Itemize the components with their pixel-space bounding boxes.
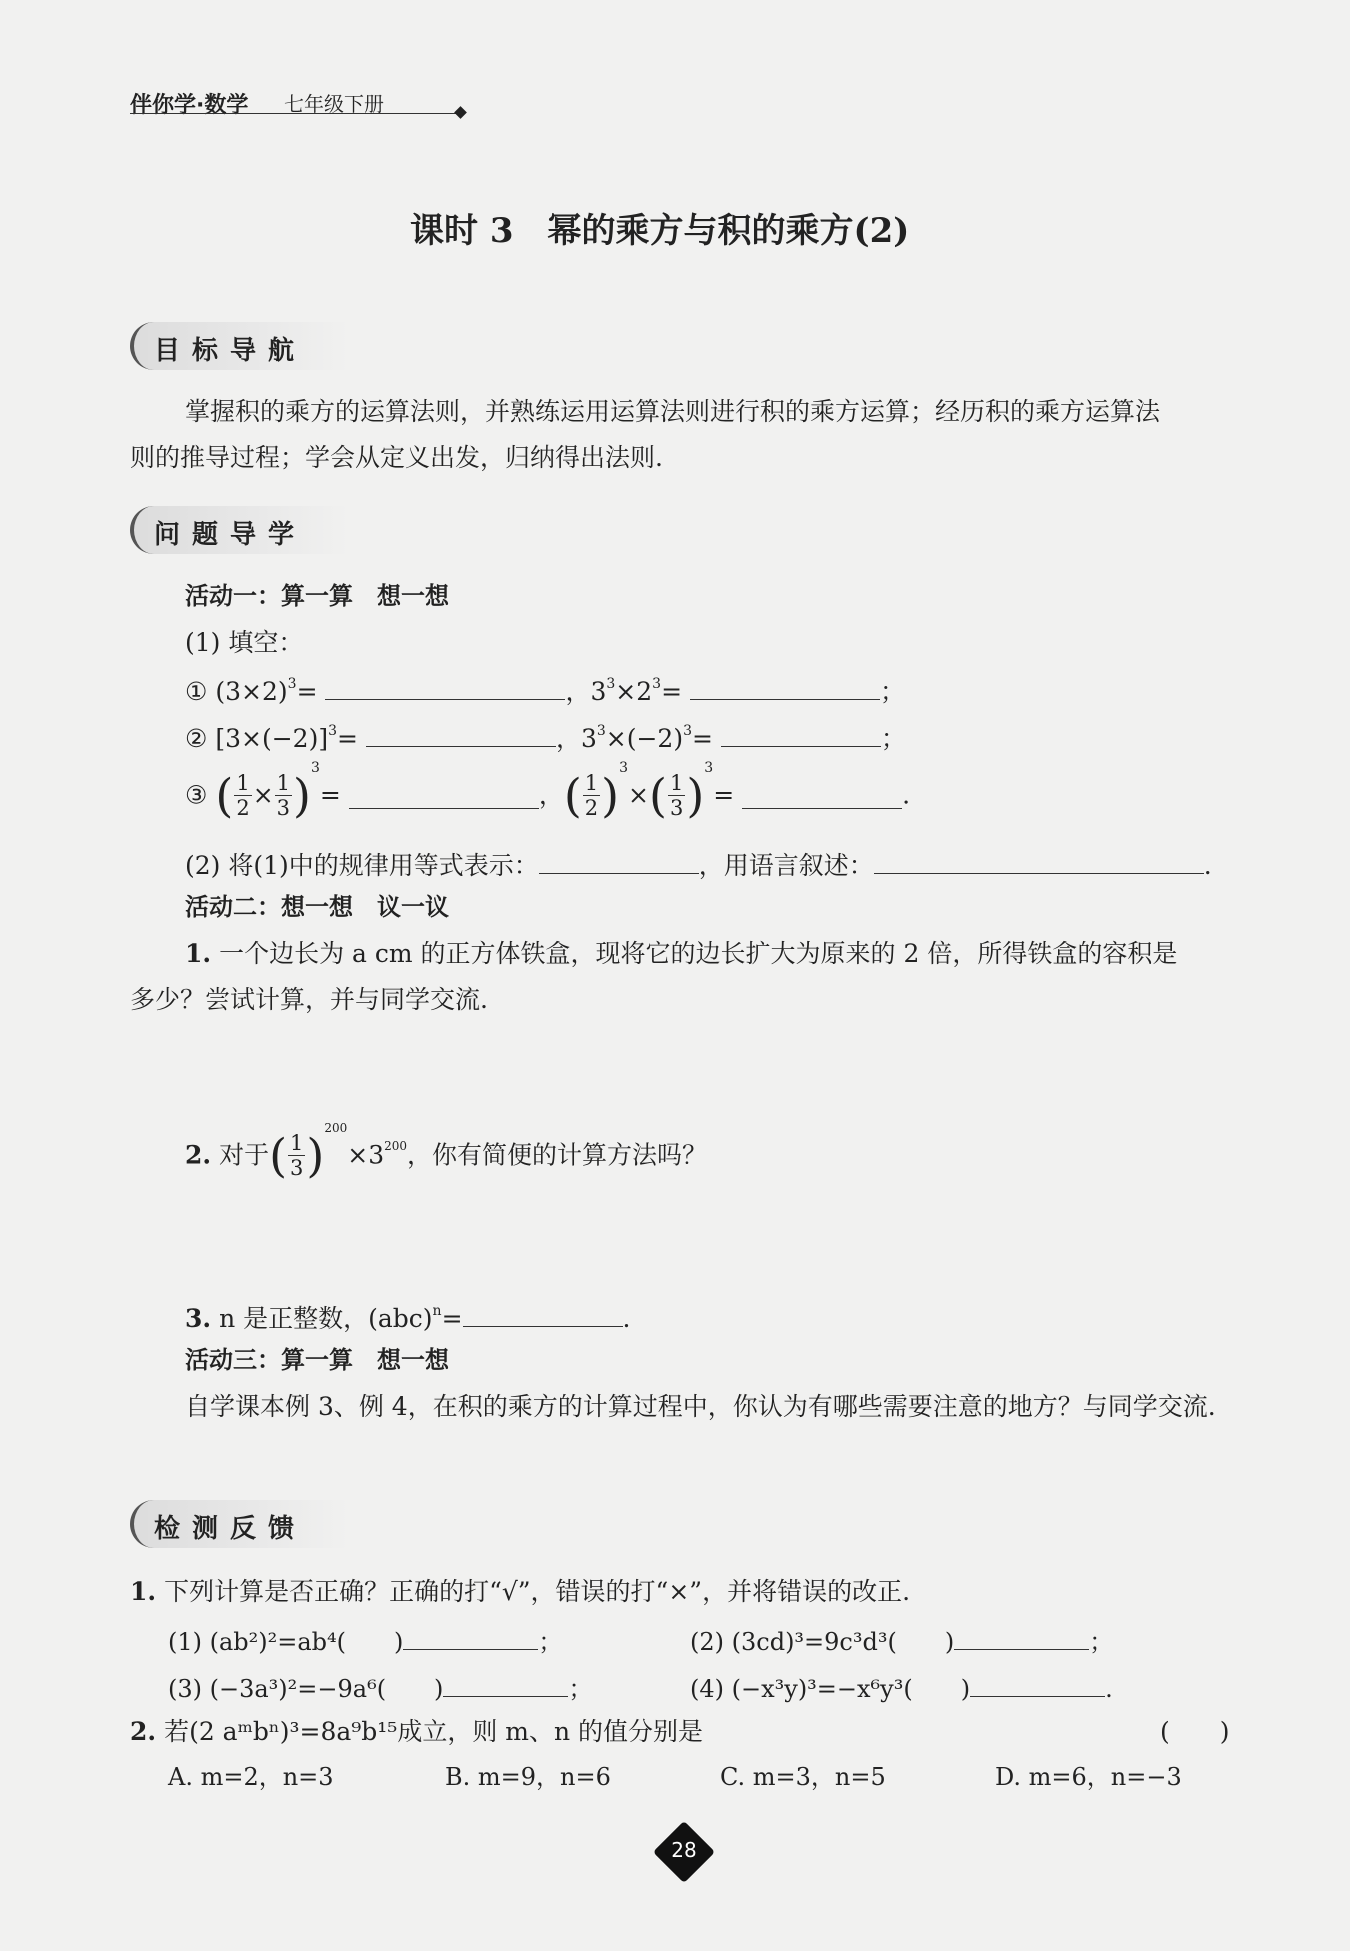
row2-eq: = [337, 724, 358, 753]
check-q1 [130, 1577, 910, 1607]
check-q2-num: 2. [130, 1717, 157, 1746]
goals-line-2: 则的推导过程；学会从定义出发，归纳得出法则. [130, 443, 663, 472]
activity1-q1: (1) 填空： [185, 628, 304, 657]
check-item-4-blank[interactable] [970, 1670, 1105, 1697]
row1-expr-d: ×2 [615, 677, 653, 706]
check-item-3 [168, 1670, 592, 1704]
row2-num: ② [185, 724, 208, 753]
check-item-3-blank[interactable] [443, 1670, 568, 1697]
option-c[interactable]: C. m=3，n=5 [720, 1763, 886, 1791]
activity3-title: 活动三：算一算 想一想 [185, 1346, 449, 1374]
p2-pre: 对于 [219, 1140, 270, 1170]
option-b[interactable]: B. m=9，n=6 [445, 1763, 611, 1791]
row1-eq: = [296, 677, 318, 706]
option-a[interactable]: A. m=2，n=3 [168, 1763, 334, 1791]
row3-times: × [252, 780, 274, 810]
goals-line-1: 掌握积的乘方的运算法则，并熟练运用运算法则进行积的乘方运算；经历积的乘方运算法 [185, 397, 1161, 426]
check-item-2-blank[interactable] [954, 1623, 1089, 1650]
frac-1-3-b: $\frac{1}{3}$ [669, 770, 684, 820]
row3-end: . [902, 780, 911, 810]
p2-num: 2. [185, 1140, 212, 1170]
section-goals-label: 目标导航 [154, 336, 307, 366]
activity2-p1-line1 [185, 939, 1177, 969]
check-item-1-end: ； [538, 1628, 563, 1656]
row3-num: ③ [185, 780, 208, 810]
check-item-2-label: (2) (3cd)³=9c³d³( ) [690, 1628, 955, 1656]
frac-1-2-b: $\frac{1}{2}$ [584, 770, 599, 820]
row2-blank-1[interactable] [366, 720, 556, 747]
row2-blank-2[interactable] [721, 720, 881, 747]
row3-blank-1[interactable] [349, 782, 539, 809]
row2-expr-a: [3×(−2)] [215, 724, 329, 753]
row1-expr-c: ，3 [565, 677, 607, 706]
p3-eq: = [441, 1304, 463, 1333]
q2-text: (2) 将(1)中的规律用等式表示： [185, 851, 539, 880]
p3-end: . [622, 1304, 631, 1333]
activity2-p2: 2. 对于( $\frac{1}{3}$ )$^{200}\times 3^{200}$，你有简便的计算方法吗？ [185, 1121, 708, 1183]
row3-eq-2: = [713, 780, 735, 810]
p1-text-1: 一个边长为 a cm 的正方体铁盒，现将它的边长扩大为原来的 2 倍，所得铁盒的容积是 [219, 939, 1178, 968]
check-item-4 [690, 1670, 1113, 1704]
row3-comma: ， [538, 780, 564, 810]
activity1-row3: ③ ( $\frac{1}{2}$ × $\frac{1}{3}$ )$^3$= ，( $\frac{1}{2}$ )$^3$×( $\frac{1}{3}$ )$^3$= . [185, 760, 911, 823]
row2-eq-2: = [692, 724, 713, 753]
activity1-row2: ② $[3\times(-2)]^3=$ ，$3^3\times(-2)^3=$ ； [185, 720, 906, 754]
check-item-1-blank[interactable] [403, 1623, 538, 1650]
check-item-4-label: (4) (−x³y)³=−x⁶y³( ) [690, 1675, 971, 1703]
option-d[interactable]: D. m=6，n=−3 [995, 1763, 1182, 1791]
q2-blank-2[interactable] [874, 847, 1204, 874]
check-item-3-end: ； [568, 1675, 593, 1703]
row3-times-2: × [628, 780, 649, 810]
row1-blank-2[interactable] [690, 673, 880, 700]
frac-1-3-c: $\frac{1}{3}$ [290, 1130, 304, 1180]
row3-blank-2[interactable] [742, 782, 902, 809]
row1-num: ① [185, 677, 208, 706]
activity1-title: 活动一：算一算 想一想 [185, 582, 449, 610]
check-item-2-end: ； [1089, 1628, 1114, 1656]
check-item-4-end: . [1105, 1675, 1113, 1703]
activity3-text: 自学课本例 3、例 4，在积的乘方的计算过程中，你认为有哪些需要注意的地方？与同学交流. [185, 1392, 1216, 1421]
p3-pre: n 是正整数，(abc) [219, 1304, 433, 1333]
p2-mid: ×3 [347, 1140, 385, 1170]
p3-num: 3. [185, 1304, 212, 1333]
check-item-1-label: (1) (ab²)²=ab⁴( ) [168, 1628, 404, 1656]
p2-post: ，你有简便的计算方法吗？ [407, 1140, 708, 1170]
activity2-p3 [185, 1300, 630, 1334]
check-q1-text: 下列计算是否正确？正确的打“√”，错误的打“×”，并将错误的改正. [164, 1577, 911, 1606]
header-book-title: 伴你学·数学 [130, 93, 249, 118]
row2-end: ； [880, 724, 906, 753]
frac-1-3-a: $\frac{1}{3}$ [276, 770, 291, 820]
section-goals [130, 322, 349, 370]
check-item-2 [690, 1623, 1113, 1657]
check-item-1 [168, 1623, 562, 1657]
q2b-text: ，用语言叙述： [698, 851, 874, 880]
section-study-label: 问题导学 [154, 520, 307, 550]
header-diamond-icon [454, 106, 467, 119]
activity2-p1-line2: 多少？尝试计算，并与同学交流. [130, 985, 488, 1014]
row3-eq: = [319, 780, 341, 810]
row1-eq-2: = [661, 677, 683, 706]
check-q2-text: 若(2 aᵐbⁿ)³=8a⁹b¹⁵成立，则 m、n 的值分别是 [164, 1717, 704, 1746]
check-q1-num: 1. [130, 1577, 157, 1606]
check-q2-answer-paren[interactable]: ( ) [1160, 1717, 1230, 1746]
row1-end: ； [879, 677, 905, 706]
header-rule [130, 113, 460, 114]
page-title: 课时 3 幂的乘方与积的乘方(2) [410, 211, 910, 251]
q2-end: . [1203, 851, 1212, 880]
page-number: 28 [671, 1838, 697, 1862]
p3-exp: n [432, 1303, 442, 1319]
activity1-q2 [185, 847, 1212, 881]
check-item-3-label: (3) (−3a³)²=−9a⁶( ) [168, 1675, 444, 1703]
p3-blank[interactable] [463, 1300, 623, 1327]
p1-num: 1. [185, 939, 212, 968]
section-study [130, 506, 349, 554]
q2-blank-1[interactable] [539, 847, 699, 874]
frac-1-2-a: $\frac{1}{2}$ [236, 770, 250, 820]
header-grade: 七年级下册 [284, 92, 384, 116]
row2-expr-d: ×(−2) [605, 724, 684, 753]
activity1-row1: ① $(3\times 2)^3=$ ，$3^3\times 2^3=$ ； [185, 673, 905, 707]
p2-exp2: 200 [384, 1139, 408, 1153]
row2-expr-c: ，3 [555, 724, 597, 753]
row1-blank-1[interactable] [325, 673, 565, 700]
row1-expr-a: (3×2) [215, 677, 288, 706]
p2-exp: 200 [324, 1121, 348, 1135]
section-check-label: 检测反馈 [154, 1514, 307, 1544]
check-q2 [130, 1717, 703, 1747]
section-check [130, 1500, 349, 1548]
activity2-title: 活动二：想一想 议一议 [185, 893, 449, 921]
